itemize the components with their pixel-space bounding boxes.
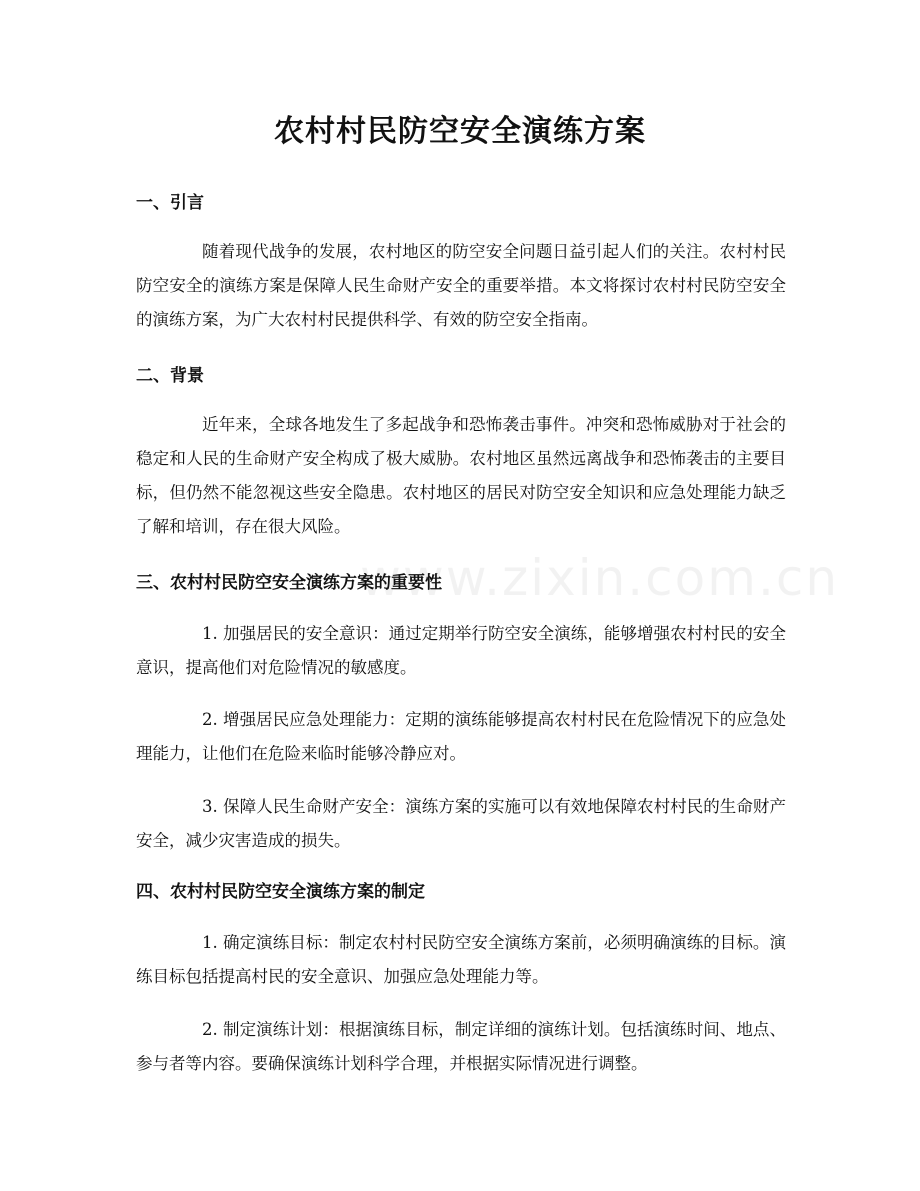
section-heading-importance: 三、农村村民防空安全演练方案的重要性 <box>136 573 442 593</box>
paragraph-intro: 随着现代战争的发展，农村地区的防空安全问题日益引起人们的关注。农村村民防空安全的演练方案是保障人民生命财产安全的重要举措。本文将探讨农村村民防空安全的演练方案，为广大农村村民提供科学、有效的防空安全指南。 <box>136 242 786 329</box>
paragraph-formulation-1: 1. 确定演练目标：制定农村村民防空安全演练方案前，必须明确演练的目标。演练目标包括提高村民的安全意识、加强应急处理能力等。 <box>136 933 786 986</box>
watermark: www.zixin.com.cn <box>360 549 840 607</box>
paragraph-formulation-2: 2. 制定演练计划：根据演练目标，制定详细的演练计划。包括演练时间、地点、参与者等内容。要确保演练计划科学合理，并根据实际情况进行调整。 <box>136 1020 786 1073</box>
paragraph-background: 近年来，全球各地发生了多起战争和恐怖袭击事件。冲突和恐怖威胁对于社会的稳定和人民的生命财产安全构成了极大威胁。农村地区虽然远离战争和恐怖袭击的主要目标，但仍然不能忽视这些安全隐患。农村地区的居民对防空安全知识和应急处理能力缺乏了解和培训，存在很大风险。 <box>136 415 786 536</box>
section-heading-formulation: 四、农村村民防空安全演练方案的制定 <box>136 882 425 902</box>
section-heading-intro: 一、引言 <box>136 193 204 213</box>
document-title: 农村村民防空安全演练方案 <box>274 114 646 149</box>
paragraph-importance-3: 3. 保障人民生命财产安全：演练方案的实施可以有效地保障农村村民的生命财产安全，减少灾害造成的损失。 <box>136 797 786 850</box>
paragraph-importance-2: 2. 增强居民应急处理能力：定期的演练能够提高农村村民在危险情况下的应急处理能力，让他们在危险来临时能够冷静应对。 <box>136 710 786 763</box>
paragraph-importance-1: 1. 加强居民的安全意识：通过定期举行防空安全演练，能够增强农村村民的安全意识，提高他们对危险情况的敏感度。 <box>136 624 786 677</box>
section-heading-background: 二、背景 <box>136 366 204 386</box>
